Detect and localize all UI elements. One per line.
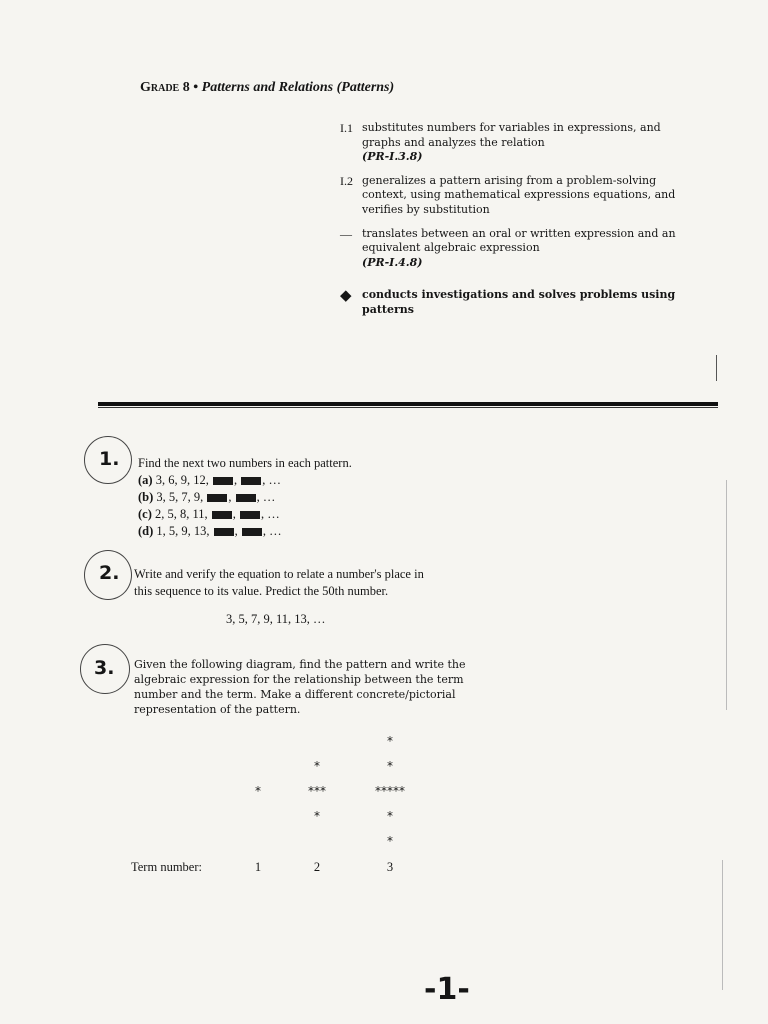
star-row: * [387,734,393,748]
item-sequence: 3, 6, 9, 12, [155,473,209,487]
outcome-item [340,227,685,271]
item-ellipsis: … [267,507,280,521]
term-number: 3 [386,860,394,874]
strand-title: Patterns and Relations (Patterns) [201,80,395,95]
item-ellipsis: … [262,490,276,504]
redacted-mark [212,511,232,519]
term-number: 1 [254,860,262,874]
outcome-text: conducts investigations and solves problems using patterns [362,288,676,316]
outcome-text: substitutes numbers for variables in expressions, and graphs and analyzes the relation [362,121,661,149]
item-label: (b) [138,490,154,504]
grade-number: 8 [179,80,190,95]
term-number-label: Term number: [131,860,202,874]
page-number: -1- [424,972,470,1007]
number-sequence: 3, 5, 7, 9, 11, 13, … [226,612,326,626]
pattern-item: (c) 2, 5, 8, 11, , , … [138,507,280,521]
redacted-mark [236,494,256,502]
outcome-code: — [340,226,352,241]
redacted-mark [214,528,234,536]
star-row: * [387,759,393,773]
header-separator: • [189,80,202,95]
learning-outcomes [340,121,685,327]
item-label: (c) [138,507,152,521]
pattern-item: (a) 3, 6, 9, 12, , , … [138,473,281,487]
redacted-mark [241,477,261,485]
star-row: * [314,759,320,773]
outcome-item [340,288,685,317]
outcome-text: translates between an oral or written expression and an equivalent algebraic expression [362,226,676,255]
page-header [140,80,394,96]
item-sequence: 2, 5, 8, 11, [155,507,208,521]
pattern-list [138,472,282,540]
star-row: * [255,784,261,798]
item-label: (d) [138,524,154,538]
item-sequence: 1, 5, 9, 13, [156,524,210,538]
outcome-code: I.1 [340,121,353,135]
outcome-item [340,121,685,165]
star-row: ***** [375,784,405,798]
redacted-mark [242,528,262,536]
redacted-mark [207,494,227,502]
item-label: (a) [138,473,153,487]
star-row: * [314,809,320,823]
margin-mark [726,480,727,710]
item-sequence: 3, 5, 7, 9, [156,490,204,504]
outcome-item [340,174,685,218]
redacted-mark [213,477,233,485]
outcome-text: generalizes a pattern arising from a problem-solving context, using mathematical expressions equations, and verifies by substitution [362,173,676,216]
pattern-item: (d) 1, 5, 9, 13, , , … [138,524,282,538]
section-divider [98,402,718,406]
redacted-mark [240,511,260,519]
outcome-reference: (PR-I.4.8) [362,255,423,269]
grade-prefix: Grade [140,80,180,95]
margin-mark [716,355,717,381]
question-prompt: Given the following diagram, find the pattern and write the algebraic expression for the relationship between the term number and the term. Make a different concrete/pictorial representation of the pattern. [134,658,466,716]
star-row: * [387,834,393,848]
diamond-bullet-icon: ◆ [340,286,352,305]
outcome-code: I.2 [340,173,353,188]
outcome-reference: (PR-I.3.8) [362,150,423,164]
star-row: * [387,809,393,823]
pattern-item: (b) 3, 5, 7, 9, , , … [138,490,276,504]
section-divider-thin [98,407,718,408]
question-prompt: Write and verify the equation to relate a number's place in this sequence to its value. Predict the 50th number. [134,567,424,598]
item-ellipsis: … [268,473,281,487]
question-number: 1. [99,448,120,470]
question-number: 2. [99,562,120,584]
term-number: 2 [313,860,321,874]
question-prompt: Find the next two numbers in each pattern. [138,456,352,470]
item-ellipsis: … [269,524,282,538]
question-number: 3. [94,657,115,679]
margin-mark [722,860,723,990]
star-row: *** [308,784,326,798]
